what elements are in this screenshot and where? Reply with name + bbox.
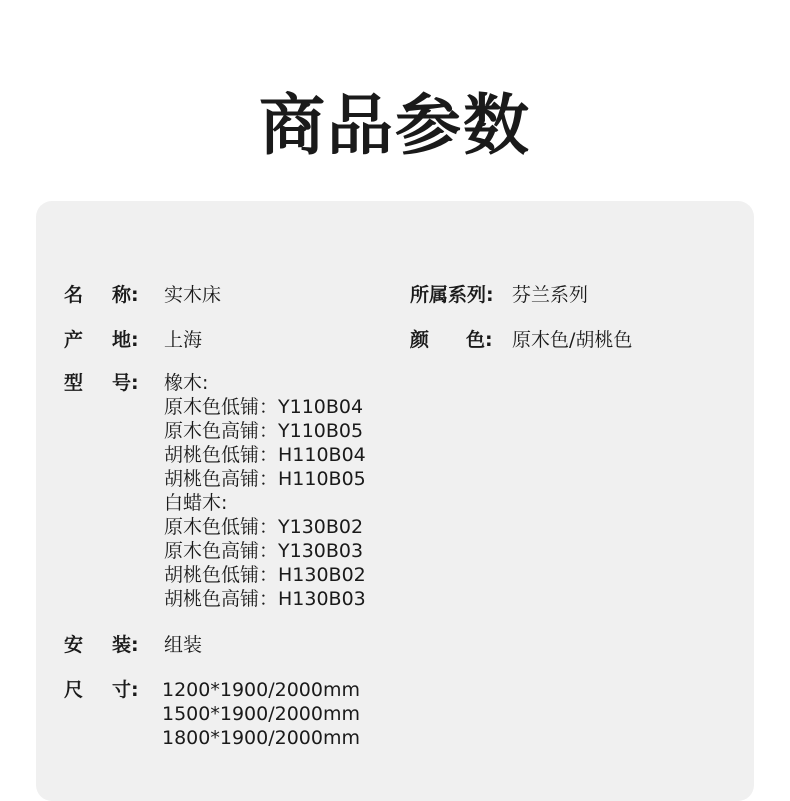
param-value-series: 芬兰系列 xyxy=(512,284,589,306)
param-label-size-2: 寸: xyxy=(112,679,139,701)
model-line: 橡木: xyxy=(164,372,209,394)
params-panel xyxy=(36,201,754,801)
param-label-model-2: 号: xyxy=(112,372,139,394)
size-line: 1200*1900/2000mm xyxy=(162,679,360,701)
param-label-color-2: 色: xyxy=(466,329,493,351)
model-line: 胡桃色高铺：H130B03 xyxy=(164,588,366,610)
param-value-origin: 上海 xyxy=(164,329,203,351)
model-line: 原木色高铺：Y130B03 xyxy=(164,540,364,562)
param-value-color: 原木色/胡桃色 xyxy=(512,329,633,351)
model-line: 原木色高铺：Y110B05 xyxy=(164,420,364,442)
param-value-name: 实木床 xyxy=(164,284,222,306)
page-title: 商品参数 xyxy=(259,87,531,164)
param-label-name-1: 名 xyxy=(64,284,84,306)
param-value-install: 组装 xyxy=(164,634,203,656)
param-label-origin-2: 地: xyxy=(112,329,139,351)
model-line: 胡桃色低铺：H130B02 xyxy=(164,564,366,586)
param-label-color-1: 颜 xyxy=(410,329,430,351)
param-label-name-2: 称: xyxy=(112,284,139,306)
param-label-model-1: 型 xyxy=(64,372,84,394)
param-label-series: 所属系列: xyxy=(410,284,494,306)
param-value-size xyxy=(162,678,360,750)
model-line: 胡桃色低铺：H110B04 xyxy=(164,444,366,466)
model-line: 胡桃色高铺：H110B05 xyxy=(164,468,366,490)
param-label-install-1: 安 xyxy=(64,634,84,656)
size-line: 1500*1900/2000mm xyxy=(162,703,360,725)
param-label-origin-1: 产 xyxy=(64,329,84,351)
param-label-install-2: 装: xyxy=(112,634,139,656)
param-value-model xyxy=(164,371,366,611)
model-line: 白蜡木: xyxy=(164,492,228,514)
param-label-size-1: 尺 xyxy=(64,679,84,701)
model-line: 原木色低铺：Y110B04 xyxy=(164,396,364,418)
size-line: 1800*1900/2000mm xyxy=(162,727,360,749)
model-line: 原木色低铺：Y130B02 xyxy=(164,516,364,538)
